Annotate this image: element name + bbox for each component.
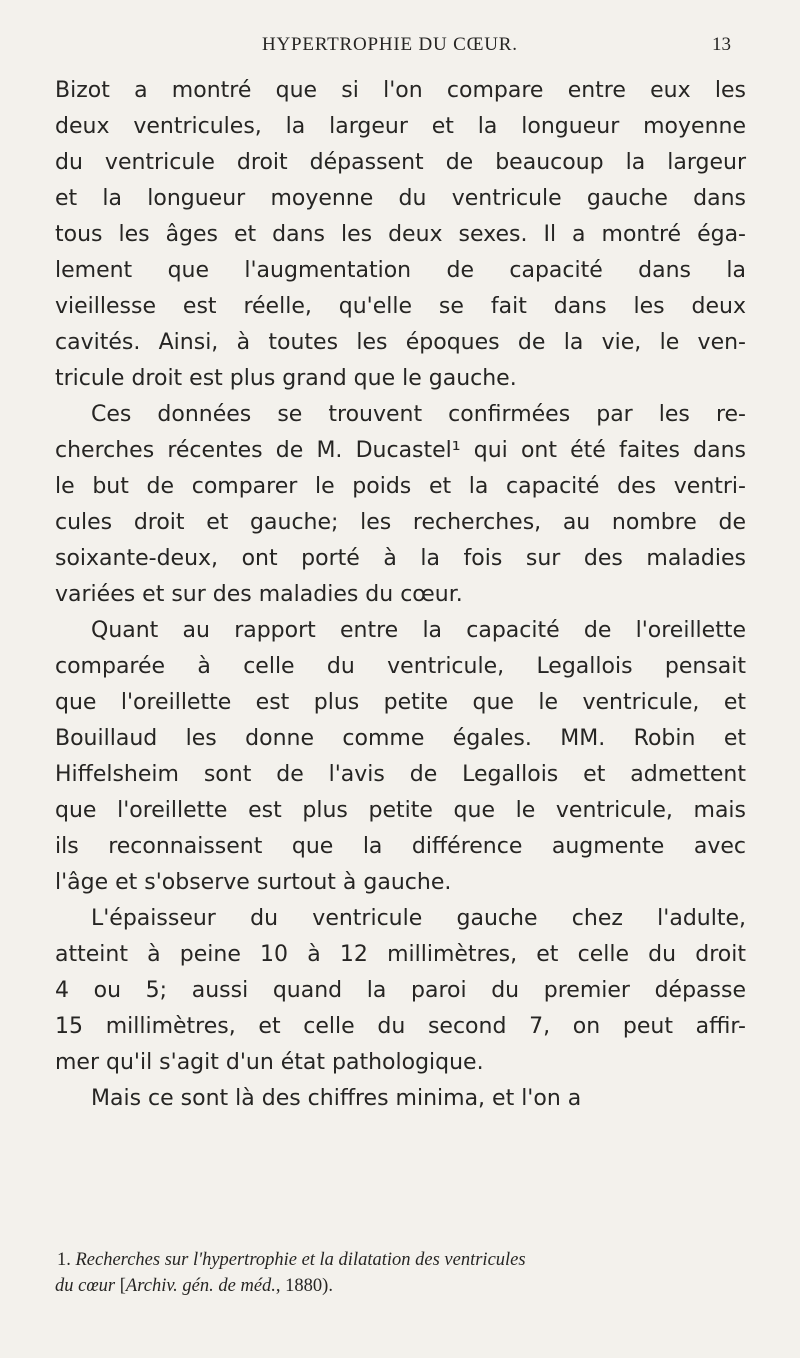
footnote-title-continued: du cœur [55, 1276, 116, 1296]
text-line: Mais ce sont là des chiffres minima, et l'on a [91, 1086, 582, 1111]
text-line: cherches récentes de M. Ducastel¹ qui ont été faites dans [55, 438, 746, 463]
page-number: 13 [712, 34, 731, 55]
text-line: deux ventricules, la largeur et la longueur moyenne [55, 114, 746, 139]
footnote-number: 1. [57, 1250, 71, 1270]
text-line: comparée à celle du ventricule, Legallois pensait [55, 654, 746, 679]
footnote-line [57, 1247, 747, 1273]
text-line: cavités. Ainsi, à toutes les époques de la vie, le ven- [55, 330, 746, 355]
text-line: Ces données se trouvent confirmées par les re- [91, 402, 746, 427]
text-line: que l'oreillette est plus petite que le ventricule, et [55, 690, 746, 715]
text-line: du ventricule droit dépassent de beaucoup la largeur [55, 150, 746, 175]
text-line: et la longueur moyenne du ventricule gauche dans [55, 186, 746, 211]
text-line: Bouillaud les donne comme égales. MM. Robin et [55, 726, 746, 751]
page-header [0, 34, 800, 64]
footnote-year: , 1880). [275, 1276, 333, 1296]
text-line: lement que l'augmentation de capacité dans la [55, 258, 746, 283]
text-line: L'épaisseur du ventricule gauche chez l'adulte, [91, 906, 746, 931]
text-line: 4 ou 5; aussi quand la paroi du premier dépasse [55, 978, 746, 1003]
text-line: Bizot a montré que si l'on compare entre eux les [55, 78, 746, 103]
text-line: mer qu'il s'agit d'un état pathologique. [55, 1050, 484, 1075]
text-line: soixante-deux, ont porté à la fois sur des maladies [55, 546, 746, 571]
text-line: ils reconnaissent que la différence augmente avec [55, 834, 746, 859]
footnote-bracket: [ [119, 1276, 126, 1296]
text-line: Quant au rapport entre la capacité de l'oreillette [91, 618, 746, 643]
text-line: Hiffelsheim sont de l'avis de Legallois et admettent [55, 762, 746, 787]
running-title: HYPERTROPHIE DU CŒUR. [262, 34, 518, 55]
text-line: cules droit et gauche; les recherches, au nombre de [55, 510, 746, 535]
text-line: variées et sur des maladies du cœur. [55, 582, 463, 607]
text-line: le but de comparer le poids et la capacité des ventri- [55, 474, 746, 499]
text-line: 15 millimètres, et celle du second 7, on peut affir- [55, 1014, 746, 1039]
text-line: que l'oreillette est plus petite que le ventricule, mais [55, 798, 746, 823]
text-line: atteint à peine 10 à 12 millimètres, et celle du droit [55, 942, 746, 967]
text-line: vieillesse est réelle, qu'elle se fait dans les deux [55, 294, 746, 319]
footnote-line [55, 1273, 745, 1299]
text-line: tous les âges et dans les deux sexes. Il a montré éga- [55, 222, 746, 247]
text-line: l'âge et s'observe surtout à gauche. [55, 870, 452, 895]
footnote-title: Recherches sur l'hypertrophie et la dilatation des ventricules [75, 1250, 526, 1270]
text-line: tricule droit est plus grand que le gauche. [55, 366, 517, 391]
footnote-source: Archiv. gén. de méd. [125, 1276, 276, 1296]
